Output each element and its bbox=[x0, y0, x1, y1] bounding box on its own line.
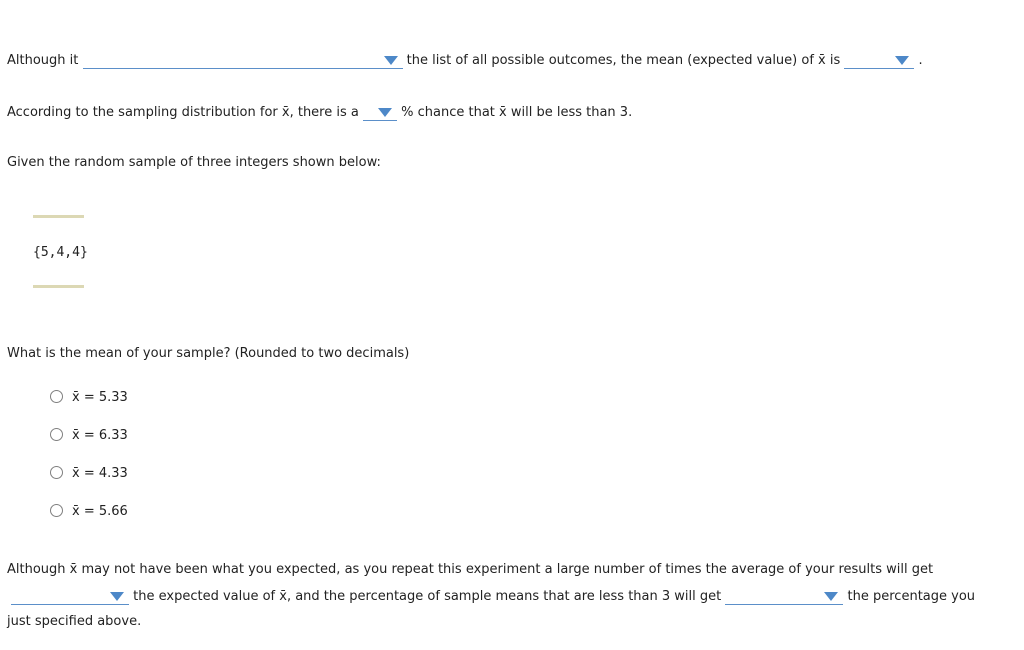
option-4[interactable] bbox=[50, 504, 128, 520]
chevron-down-icon bbox=[824, 592, 838, 601]
q4-text-post: the percentage you bbox=[847, 589, 976, 604]
q3-intro: Given the random sample of three integers shown below: bbox=[7, 155, 381, 170]
q2-dropdown-percent[interactable] bbox=[363, 104, 397, 121]
q2-sentence bbox=[7, 104, 632, 121]
q4-text-mid: the expected value of x̄, and the percentage of sample means that are less than 3 will get bbox=[133, 589, 722, 604]
chevron-down-icon bbox=[110, 592, 124, 601]
option-label: x̄ = 5.66 bbox=[72, 504, 128, 519]
chevron-down-icon bbox=[378, 108, 392, 117]
radio-button[interactable] bbox=[50, 390, 63, 403]
option-3[interactable] bbox=[50, 466, 128, 482]
q4-line1: Although x̄ may not have been what you expected, as you repeat this experiment a large number of times the average of your results will get bbox=[7, 562, 934, 577]
option-label: x̄ = 6.33 bbox=[72, 428, 128, 443]
chevron-down-icon bbox=[895, 56, 909, 65]
q1-dropdown-relation[interactable] bbox=[83, 52, 403, 69]
q4-dropdown-expected[interactable] bbox=[11, 588, 129, 605]
q1-text-pre: Although it bbox=[7, 53, 79, 68]
q4-line3: just specified above. bbox=[7, 614, 142, 629]
q1-text-post: . bbox=[918, 53, 923, 68]
q1-sentence bbox=[7, 52, 923, 69]
option-1[interactable] bbox=[50, 390, 128, 406]
q2-text-pre: According to the sampling distribution for x̄, there is a bbox=[7, 105, 359, 120]
option-label: x̄ = 5.33 bbox=[72, 390, 128, 405]
sample-values: {5,4,4} bbox=[33, 245, 88, 260]
q1-dropdown-mean[interactable] bbox=[844, 52, 914, 69]
q4-dropdown-percentage[interactable] bbox=[725, 588, 843, 605]
radio-button[interactable] bbox=[50, 504, 63, 517]
chevron-down-icon bbox=[384, 56, 398, 65]
option-label: x̄ = 4.33 bbox=[72, 466, 128, 481]
q1-text-mid: the list of all possible outcomes, the mean (expected value) of x̄ is bbox=[406, 53, 841, 68]
q2-text-post: % chance that x̄ will be less than 3. bbox=[401, 105, 633, 120]
sample-rule-top bbox=[33, 215, 84, 218]
radio-button[interactable] bbox=[50, 428, 63, 441]
option-2[interactable] bbox=[50, 428, 128, 444]
q4-line2 bbox=[11, 588, 975, 605]
q3-question: What is the mean of your sample? (Rounded to two decimals) bbox=[7, 346, 410, 361]
sample-rule-bottom bbox=[33, 285, 84, 288]
radio-button[interactable] bbox=[50, 466, 63, 479]
